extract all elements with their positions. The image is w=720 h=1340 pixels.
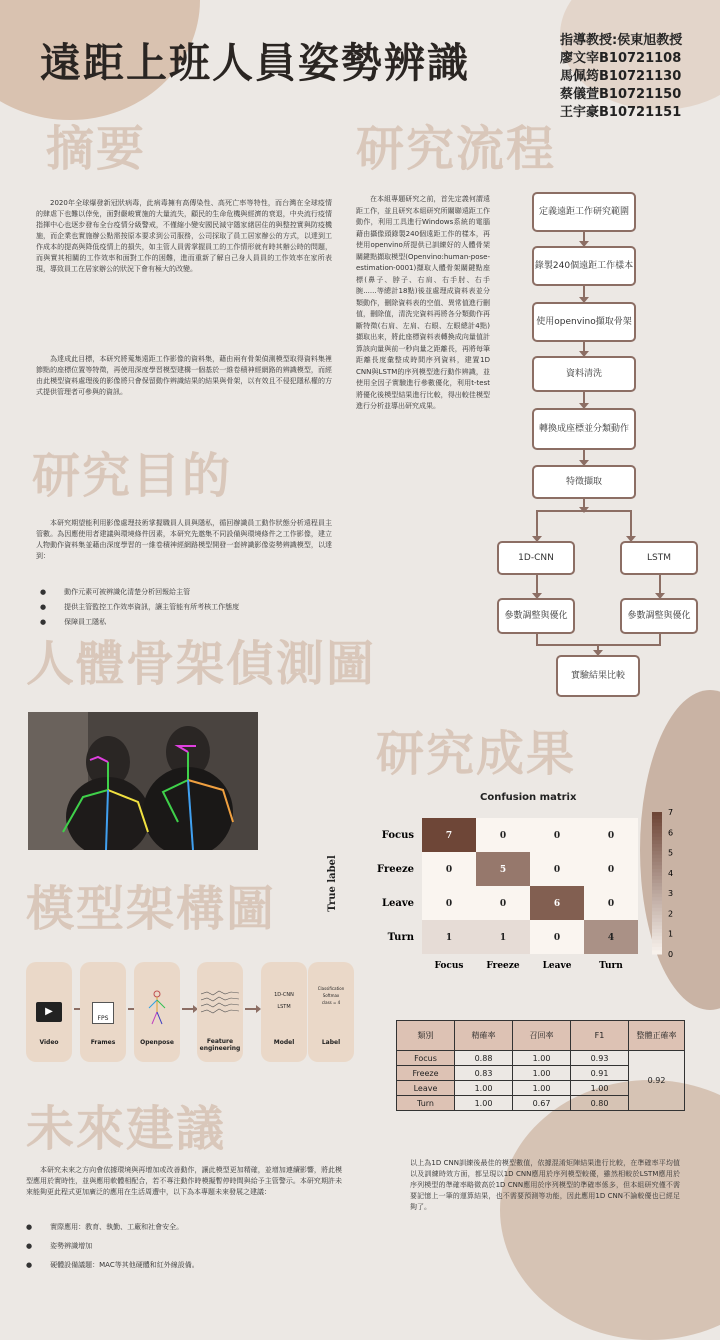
colorbar-tick: 3 — [668, 889, 674, 899]
flow-step-lstm: LSTM — [620, 541, 698, 575]
flow-arrow — [583, 499, 585, 509]
flow-arrow — [630, 510, 632, 538]
section-heading-flow: 研究流程 — [356, 121, 557, 177]
colorbar-segment — [652, 858, 662, 862]
table-cell: 0.83 — [455, 1066, 513, 1081]
skeleton-overlay-graphic — [28, 712, 258, 850]
colorbar-segment — [652, 890, 662, 894]
matrix-value: 6 — [553, 899, 561, 909]
colorbar-tick: 5 — [668, 848, 674, 858]
y-tick-label: Turn — [387, 932, 414, 943]
colorbar-segment — [652, 816, 662, 820]
colorbar-segment — [652, 879, 662, 883]
table-cell: 0.91 — [571, 1066, 629, 1081]
flow-join-line — [536, 634, 538, 644]
table-cell: Focus — [397, 1051, 455, 1066]
purpose-paragraph: 本研究期望能利用影像處理技術掌握職員人員與隱私，循回辦識員工動作狀態分析遠程員主管數。為因應使用者建議與環境條件因素，本研究先邀集不同設備與環境條件之工作影像，建立人物動作資料集並藉由深度學習的一維卷積神經網路模型開發一套辨識影像姿勢辨識模型，以達到： — [36, 519, 332, 560]
colorbar-segment — [652, 844, 662, 848]
abstract-paragraph-2: 為達成此目標，本研究將蒐集遠距工作影像的資料集，藉由兩有骨架偵測模型取得資料集裡節點的座標位置等特徵，再使用深度學習模型建構一個基於一維卷積神經網路的辨識模型，而經由此模型資料處理後的影像將只會保留動作辨識結果的結果與骨架，以有效且不侵犯隱私權的方式提供管理者可參與的資訊。 — [36, 355, 332, 396]
table-cell: 1.00 — [513, 1066, 571, 1081]
matrix-value: 0 — [607, 865, 615, 875]
table-header: 類別 — [397, 1021, 455, 1051]
confusion-matrix-svg — [330, 790, 690, 980]
x-tick-label: Focus — [434, 961, 464, 971]
table-cell: 0.93 — [571, 1051, 629, 1066]
pipeline-step-feature-engineering — [197, 962, 243, 1062]
x-tick-label: Leave — [542, 961, 572, 971]
y-tick-label: Focus — [381, 830, 414, 841]
flow-join-line — [536, 644, 661, 646]
future-list — [26, 1218, 346, 1275]
pipeline-step-openpose — [134, 962, 180, 1062]
table-cell: 0.80 — [571, 1096, 629, 1111]
table-cell: 1.00 — [455, 1081, 513, 1096]
section-heading-model: 模型架構圖 — [26, 881, 277, 937]
list-item: ● 硬體設備議題：MAC等其他硬體和紅外線設備。 — [26, 1256, 346, 1275]
author-name: 廖文宰B10721108 — [560, 51, 682, 66]
pipeline-label: Label — [321, 1039, 341, 1046]
confusion-matrix-chart — [326, 790, 690, 980]
colorbar-segment — [652, 865, 662, 869]
video-icon: ▶ — [36, 1002, 62, 1022]
colorbar-segment — [652, 862, 662, 866]
matrix-value: 0 — [553, 865, 561, 875]
flow-step-final: 實驗結果比較 — [556, 655, 640, 697]
feature-chart-icon — [201, 988, 239, 1018]
flow-arrow — [583, 232, 585, 243]
colorbar-segment — [652, 869, 662, 873]
matrix-value: 1 — [499, 933, 507, 943]
colorbar-segment — [652, 897, 662, 901]
colorbar-tick: 0 — [668, 950, 674, 959]
overall-accuracy-cell: 0.92 — [629, 1051, 685, 1111]
matrix-value: 0 — [553, 831, 561, 841]
model-line: 1D-CNN — [274, 992, 294, 998]
flow-arrow — [583, 450, 585, 462]
label-line: Softmax — [322, 993, 340, 998]
pipeline-arrow — [182, 1008, 194, 1010]
colorbar-segment — [652, 915, 662, 919]
matrix-value: 0 — [445, 899, 453, 909]
frames-icon: FPS — [92, 1002, 114, 1024]
colorbar-segment — [652, 908, 662, 912]
results-table-wrapper — [396, 1020, 685, 1111]
colorbar-segment — [652, 936, 662, 940]
y-tick-label: Freeze — [377, 864, 414, 875]
flow-step: 使用openvino擷取骨架 — [532, 302, 636, 342]
flow-paragraph: 在本組專題研究之前，首先定義何謂遠距工作，並且研究本組研究所關聯遠距工作動作，利用工具進行Windows系統的電腦藉由攝像頭錄製240個遠距工作的樣本，再使用openvino所提供已訓練好的人體骨架關鍵點擷取模型(Openvino:human-pose-estimation-0001)擷取人體骨架關鍵點座標(鼻子、脖子、右肩、右手肘、右手腕......等總計18點)後並處理成資料表並分類動作，刪除資料表的空值、異常值進行刪值，刪除值，清洗完資料再將各分類動作再斷特徵(右肩、左肩、右眼、左眼總計4點)擷取出來，將此座標資料表轉換成向量值計算該向量與前一秒向量之距離長，再將每筆距離長度彙整成時間序列資料，建置1D CNN與LSTM的序列模型進行動作辨識，並使用全因子實驗進行參數優化，利用t-test將優化後模型結果進行比較，得出較佳模型進行分析並導出研究成果。 — [356, 195, 490, 410]
colorbar-segment — [652, 840, 662, 844]
pipeline-step-model — [261, 962, 307, 1062]
colorbar-segment — [652, 929, 662, 933]
colorbar-segment — [652, 819, 662, 823]
colorbar-segment — [652, 947, 662, 951]
pipeline-step-frames — [80, 962, 126, 1062]
flow-step: 資料清洗 — [532, 356, 636, 392]
table-header: 召回率 — [513, 1021, 571, 1051]
pipeline-label: Feature engineering — [199, 1038, 241, 1052]
label-line: class = 4 — [321, 1000, 341, 1005]
colorbar-segment — [652, 943, 662, 947]
table-cell: Turn — [397, 1096, 455, 1111]
flow-step: 轉換成座標並分類動作 — [532, 408, 636, 450]
advisor-name: 指導教授:侯東旭教授 — [560, 33, 683, 48]
matrix-value: 0 — [499, 831, 507, 841]
colorbar-segment — [652, 826, 662, 830]
colorbar-segment — [652, 823, 662, 827]
colorbar-segment — [652, 833, 662, 837]
colorbar-segment — [652, 887, 662, 891]
list-item: ● 保障員工隱私 — [40, 615, 340, 630]
colorbar-segment — [652, 922, 662, 926]
chart-title: Confusion matrix — [480, 792, 577, 803]
colorbar-segment — [652, 904, 662, 908]
openpose-icon — [147, 990, 167, 1026]
matrix-value: 1 — [445, 933, 453, 943]
flow-split-line — [536, 510, 632, 512]
flow-step: 特徵擷取 — [532, 465, 636, 499]
table-cell: 1.00 — [513, 1051, 571, 1066]
table-cell: 1.00 — [571, 1081, 629, 1096]
list-item: ● 實際應用：教育、執勤、工廠和社會安全。 — [26, 1218, 346, 1237]
author-name: 王宇豪B10721151 — [560, 105, 682, 120]
colorbar-segment — [652, 926, 662, 930]
table-cell: 1.00 — [513, 1081, 571, 1096]
flow-arrow — [536, 575, 538, 595]
flow-arrow — [536, 510, 538, 538]
colorbar-segment — [652, 894, 662, 898]
x-tick-label: Turn — [599, 961, 623, 971]
colorbar-tick: 6 — [668, 828, 674, 838]
x-tick-label: Freeze — [486, 961, 520, 971]
colorbar-tick: 7 — [668, 808, 674, 817]
colorbar-segment — [652, 876, 662, 880]
pipeline-label: Video — [39, 1039, 59, 1046]
section-heading-future: 未來建議 — [26, 1101, 227, 1157]
pipeline-label: Model — [273, 1039, 295, 1046]
flow-step: 參數調整與優化 — [620, 598, 698, 634]
flow-arrow — [583, 342, 585, 353]
table-cell: Freeze — [397, 1066, 455, 1081]
section-heading-purpose: 研究目的 — [32, 448, 233, 504]
section-heading-results: 研究成果 — [376, 726, 577, 782]
flow-step: 錄製240個遠距工作樣本 — [532, 246, 636, 286]
matrix-value: 0 — [445, 865, 453, 875]
model-line: LSTM — [277, 1004, 291, 1010]
purpose-list — [40, 585, 340, 630]
matrix-value: 0 — [607, 831, 615, 841]
table-cell: 1.00 — [455, 1096, 513, 1111]
label-line: Classification — [317, 986, 345, 991]
colorbar-segment — [652, 950, 662, 954]
colorbar-tick: 1 — [668, 929, 674, 939]
colorbar-segment — [652, 919, 662, 923]
colorbar-segment — [652, 911, 662, 915]
matrix-value: 7 — [445, 831, 453, 841]
matrix-value: 5 — [499, 865, 507, 875]
flow-step: 定義遠距工作研究範圍 — [532, 192, 636, 232]
flow-join-line — [659, 634, 661, 644]
colorbar-tick: 2 — [668, 909, 674, 919]
colorbar-segment — [652, 812, 662, 816]
matrix-value: 0 — [607, 899, 615, 909]
section-heading-abstract: 摘要 — [46, 121, 147, 177]
colorbar-tick: 4 — [668, 868, 674, 878]
table-cell: Leave — [397, 1081, 455, 1096]
colorbar-segment — [652, 940, 662, 944]
pipeline-step-video — [26, 962, 72, 1062]
colorbar-segment — [652, 851, 662, 855]
poster-title: 遠距上班人員姿勢辨識 — [40, 39, 470, 87]
table-row — [397, 1051, 685, 1066]
table-header: 精確率 — [455, 1021, 513, 1051]
colorbar-segment — [652, 837, 662, 841]
list-item: ● 姿勢辨識增加 — [26, 1237, 346, 1256]
colorbar-segment — [652, 901, 662, 905]
future-paragraph: 本研究未來之方向會依據環境與再增加或改善動作，讓此模型更加精確，並增加連續影響，將此模型應用於實時性，並與應用軟體相配合，若不專注動作時模擬暫停時間與給予主管警示。本研究期許未來能夠更此程式更加廣泛的應用在生活周遭中，以下為本專題未來發展之建議： — [26, 1166, 342, 1196]
results-paragraph: 以上為1D CNN訓練後最佳的模型數值，依據混淆矩陣結果進行比較，在準確率平均值以及訓練時效方面，都呈現以1D CNN應用於序列模型較優，雖然相較於LSTM應用於序列模型的準確率略微高於1D CNN應用於序列模型的準確率係多，但本組研究僅不需要記憶上一筆的運算結果，也不需要預測等功能，因此應用1D CNN不論較優也已經足夠了。 — [410, 1159, 680, 1211]
colorbar-segment — [652, 855, 662, 859]
y-tick-label: Leave — [381, 898, 414, 909]
results-table — [396, 1020, 685, 1111]
matrix-value: 4 — [607, 933, 615, 943]
author-name: 馬佩筠B10721130 — [560, 69, 682, 84]
author-name: 蔡儀萱B10721150 — [560, 87, 682, 102]
skeleton-detection-image — [28, 712, 258, 850]
table-cell: 0.88 — [455, 1051, 513, 1066]
y-axis-label: True label — [326, 855, 338, 912]
colorbar-segment — [652, 933, 662, 937]
table-cell: 0.67 — [513, 1096, 571, 1111]
abstract-paragraph-1: 2020年全球爆發新冠狀病毒，此病毒擁有高傳染性、高死亡率等特性，而台灣在全球疫情的肆虐下也難以倖免，面對嚴峻實施的大量流失，顧民的生命危機與經濟的衰退，中央流行疫情指揮中心也逐步發布全台疫情分級警戒，不僅縮小變安國民減守隱家緒居住的與整控實與防疫機施，而企業也實施辦公點需按原本要求到公司服務，公司採取了員工居家辦公的方式，以達到工作成本的提高與降低疫情上的損失，如主管人員需掌握員工的工作情形就有時其辦公時的問題，而與實其相關的工作效率和面對工作的困難，進而重新了解自己身人員員的工作效率在家所表現，導致員工在居家辦公的狀況下會有極大的改變。 — [36, 199, 332, 273]
flow-arrow — [659, 575, 661, 595]
colorbar-segment — [652, 830, 662, 834]
flow-arrow — [583, 286, 585, 299]
flow-step: 參數調整與優化 — [497, 598, 575, 634]
list-item: ● 提供主管監控工作效率資訊，讓主管能有所考核工作態度 — [40, 600, 340, 615]
colorbar-segment — [652, 848, 662, 852]
list-item: ● 動作元素可被辨識化清楚分析回報給主管 — [40, 585, 340, 600]
table-header: F1 — [571, 1021, 629, 1051]
matrix-value: 0 — [553, 933, 561, 943]
matrix-value: 0 — [499, 899, 507, 909]
author-list — [560, 32, 682, 122]
pipeline-label: Frames — [90, 1039, 116, 1046]
pipeline-arrow — [245, 1008, 257, 1010]
colorbar-segment — [652, 883, 662, 887]
colorbar-segment — [652, 872, 662, 876]
table-header: 整體正確率 — [629, 1021, 685, 1051]
flow-arrow — [583, 392, 585, 405]
pipeline-label: Openpose — [140, 1039, 174, 1046]
flow-step-1d-cnn: 1D-CNN — [497, 541, 575, 575]
section-heading-skeleton: 人體骨架偵測圖 — [26, 636, 377, 692]
